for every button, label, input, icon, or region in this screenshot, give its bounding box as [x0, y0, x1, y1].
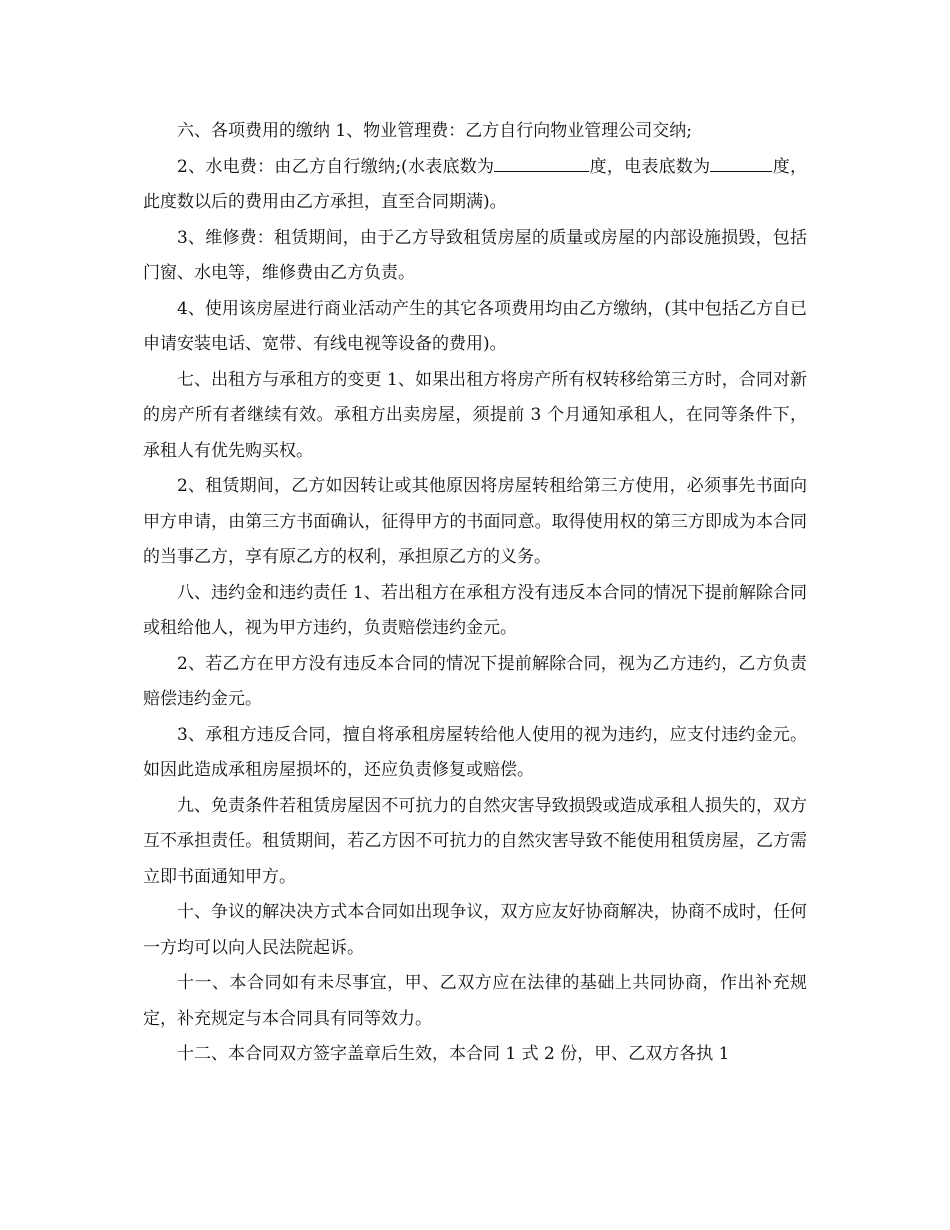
clause-10-dispute: 十、争议的解决决方式本合同如出现争议，双方应友好协商解决，协商不成时，任何一方均可以向人民法院起诉。 — [143, 902, 807, 958]
clause-6-utilities — [143, 150, 807, 221]
clause-11-supplement: 十一、本合同如有未尽事宜，甲、乙双方应在法律的基础上共同协商，作出补充规定，补充规定与本合同具有同等效力。 — [143, 973, 807, 1029]
clause-12-effect: 十二、本合同双方签字盖章后生效，本合同 1 式 2 份，甲、乙双方各执 1 — [177, 1044, 730, 1064]
clause-8-unauthorized-sublet: 3、承租方违反合同，擅自将承租房屋转给他人使用的视为违约，应支付违约金元。如因此造成承租房屋损坏的，还应负责修复或赔偿。 — [143, 724, 807, 780]
document-page — [143, 114, 807, 1073]
clause-8-lessor-breach: 八、违约金和违约责任 1、若出租方在承租方没有违反本合同的情况下提前解除合同或租给他人，视为甲方违约，负责赔偿违约金元。 — [143, 582, 807, 638]
electric-meter-blank — [710, 151, 772, 172]
utilities-middle: 度，电表底数为 — [589, 156, 711, 177]
clause-7-transfer: 七、出租方与承租方的变更 1、如果出租方将房产所有权转移给第三方时，合同对新的房产所有者继续有效。承租方出卖房屋，须提前 3 个月通知承租人，在同等条件下，承租人有优先购买权。 — [143, 369, 807, 461]
clause-6-repair-fee: 3、维修费：租赁期间，由于乙方导致租赁房屋的质量或房屋的内部设施损毁，包括门窗、水电等，维修费由乙方负责。 — [143, 227, 807, 283]
clause-9-force-majeure: 九、免责条件若租赁房屋因不可抗力的自然灾害导致损毁或造成承租人损失的，双方互不承担责任。租赁期间，若乙方因不可抗力的自然灾害导致不能使用租赁房屋，乙方需立即书面通知甲方。 — [143, 795, 807, 887]
clause-6-property-fee: 六、各项费用的缴纳 1、物业管理费：乙方自行向物业管理公司交纳; — [177, 121, 692, 141]
utilities-prefix: 2、水电费：由乙方自行缴纳;(水表底数为 — [177, 156, 495, 177]
clause-7-sublease: 2、租赁期间，乙方如因转让或其他原因将房屋转租给第三方使用，必须事先书面向甲方申请，由第三方书面确认，征得甲方的书面同意。取得使用权的第三方即成为本合同的当事乙方，享有原乙方的权利，承担原乙方的义务。 — [143, 476, 807, 567]
clause-6-other-fees: 4、使用该房屋进行商业活动产生的其它各项费用均由乙方缴纳，(其中包括乙方自已申请安装电话、宽带、有线电视等设备的费用)。 — [143, 298, 807, 354]
water-meter-blank — [494, 151, 589, 172]
utilities-suffix: 度，此度数以后的费用由乙方承担，直至合同期满)。 — [143, 156, 807, 212]
clause-8-lessee-breach: 2、若乙方在甲方没有违反本合同的情况下提前解除合同，视为乙方违约，乙方负责赔偿违约金元。 — [143, 653, 807, 709]
